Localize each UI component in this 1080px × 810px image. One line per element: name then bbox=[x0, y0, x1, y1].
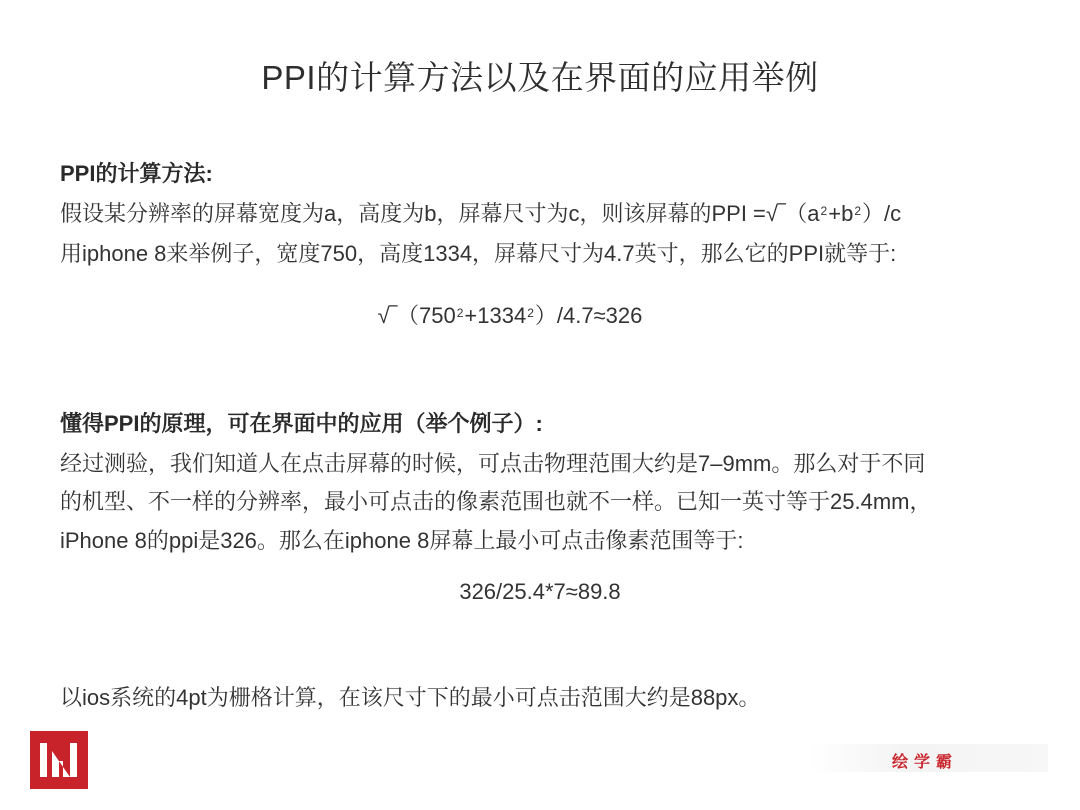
section1-heading: PPI的计算方法: bbox=[60, 161, 213, 186]
formula-pre: 假设某分辨率的屏幕宽度为a，高度为b，屏幕尺寸为c，则该屏幕的PPI =√‾（a bbox=[60, 201, 820, 226]
formula-line bbox=[60, 200, 901, 231]
brand-name: 绘学霸 bbox=[892, 754, 959, 771]
calc-sup-1: 2 bbox=[456, 306, 464, 320]
brand-logo bbox=[30, 731, 88, 789]
formula-post: ）/c bbox=[862, 201, 902, 226]
formula-sup-b: 2 bbox=[854, 204, 861, 218]
calc-sup-2: 2 bbox=[527, 306, 534, 320]
section2-line-1: 经过测验，我们知道人在点击屏幕的时候，可点击物理范围大约是7–9mm。那么对于不同 bbox=[60, 451, 926, 476]
example-line: 用iphone 8来举例子，宽度750，高度1334，屏幕尺寸为4.7英寸，那么它的PPI就等于: bbox=[60, 241, 897, 266]
page-title: PPI的计算方法以及在界面的应用举例 bbox=[261, 59, 819, 96]
section2-line-3: iPhone 8的ppi是326。那么在iphone 8屏幕上最小可点击像素范围等于: bbox=[60, 528, 744, 553]
calc-pre: √‾（750 bbox=[377, 303, 456, 328]
ppi-calculation bbox=[0, 302, 1050, 333]
tap-area-calculation: 326/25.4*7≈89.8 bbox=[459, 579, 621, 604]
calc-mid: +1334 bbox=[464, 303, 527, 328]
conclusion-line: 以ios系统的4pt为栅格计算，在该尺寸下的最小可点击范围大约是88px。 bbox=[60, 685, 761, 710]
formula-sup-a: 2 bbox=[820, 204, 828, 218]
calc-post: ）/4.7≈326 bbox=[534, 303, 643, 328]
section2-line-2: 的机型、不一样的分辨率，最小可点击的像素范围也就不一样。已知一英寸等于25.4mm， bbox=[60, 489, 932, 514]
formula-mid: +b bbox=[828, 201, 854, 226]
section2-heading: 懂得PPI的原理，可在界面中的应用（举个例子）: bbox=[60, 411, 543, 436]
logo-mark-icon bbox=[30, 731, 88, 789]
